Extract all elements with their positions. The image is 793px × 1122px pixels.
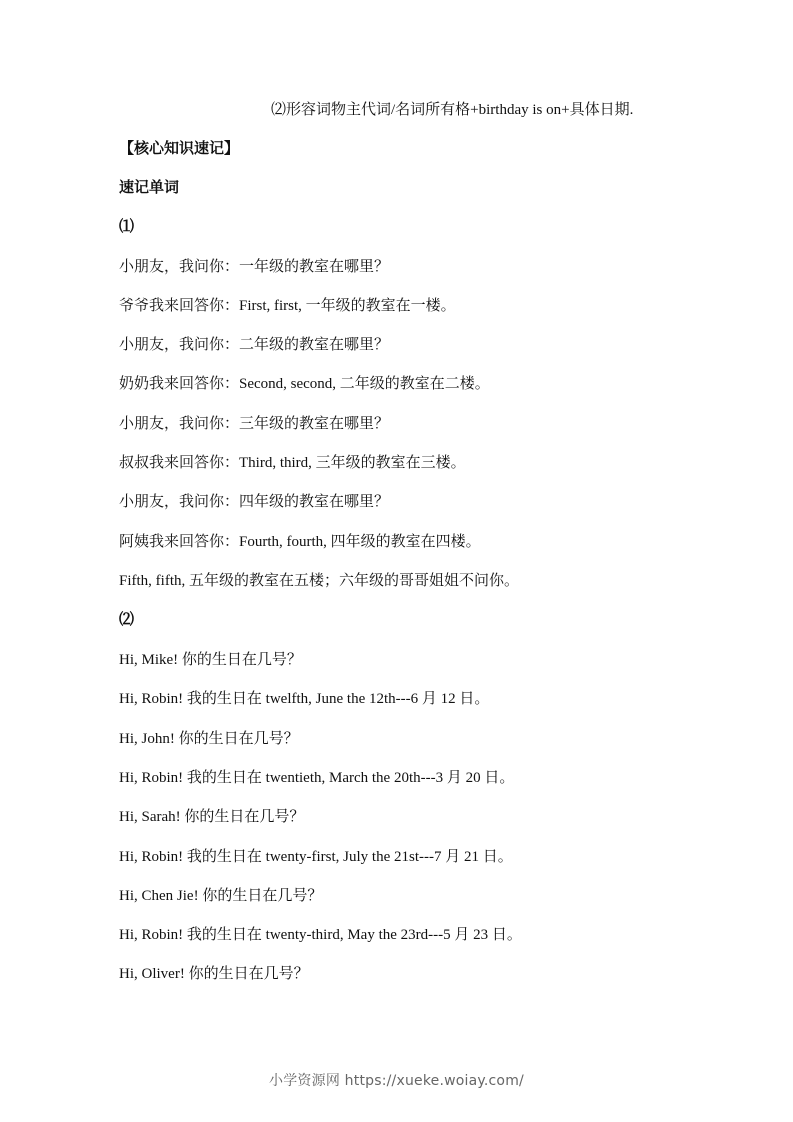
part2-line: Hi, Robin! 我的生日在 twelfth, June the 12th---6 月 12 日。 xyxy=(119,691,490,707)
part1-line: 叔叔我来回答你：Third, third, 三年级的教室在三楼。 xyxy=(119,455,466,471)
part1-line: 小朋友，我问你：一年级的教室在哪里？ xyxy=(119,259,390,275)
part2-label: ⑵ xyxy=(119,611,135,628)
part2-line: Hi, Robin! 我的生日在 twenty-third, May the 23rd---5 月 23 日。 xyxy=(119,927,522,943)
part1-line: 爷爷我来回答你：First, first, 一年级的教室在一楼。 xyxy=(119,298,456,314)
part1-line: Fifth, fifth, 五年级的教室在五楼；六年级的哥哥姐姐不问你。 xyxy=(119,573,519,589)
part1-line: 阿姨我来回答你：Fourth, fourth, 四年级的教室在四楼。 xyxy=(119,534,481,550)
part2-line: Hi, Mike! 你的生日在几号？ xyxy=(119,652,302,668)
part2-line: Hi, John! 你的生日在几号？ xyxy=(119,731,299,747)
part1-line: 小朋友，我问你：三年级的教室在哪里？ xyxy=(119,416,390,432)
section-heading: 【核心知识速记】 xyxy=(119,140,240,157)
part2-line: Hi, Robin! 我的生日在 twentieth, March the 20th---3 月 20 日。 xyxy=(119,770,515,786)
part2-line: Hi, Robin! 我的生日在 twenty-first, July the 21st---7 月 21 日。 xyxy=(119,849,513,865)
part1-line: 小朋友，我问你：二年级的教室在哪里？ xyxy=(119,337,390,353)
part1-label: ⑴ xyxy=(119,218,135,235)
part1-line: 奶奶我来回答你：Second, second, 二年级的教室在二楼。 xyxy=(119,376,490,392)
top-rule-line: ⑵形容词物主代词/名词所有格+birthday is on+具体日期. xyxy=(271,102,634,118)
footer-watermark: 小学资源网 https://xueke.woiay.com/ xyxy=(269,1073,524,1089)
part1-line: 小朋友，我问你：四年级的教室在哪里？ xyxy=(119,494,390,510)
sub-heading: 速记单词 xyxy=(119,179,180,196)
part2-line: Hi, Sarah! 你的生日在几号？ xyxy=(119,809,305,825)
part2-line: Hi, Chen Jie! 你的生日在几号？ xyxy=(119,888,323,904)
part2-line: Hi, Oliver! 你的生日在几号？ xyxy=(119,966,309,982)
